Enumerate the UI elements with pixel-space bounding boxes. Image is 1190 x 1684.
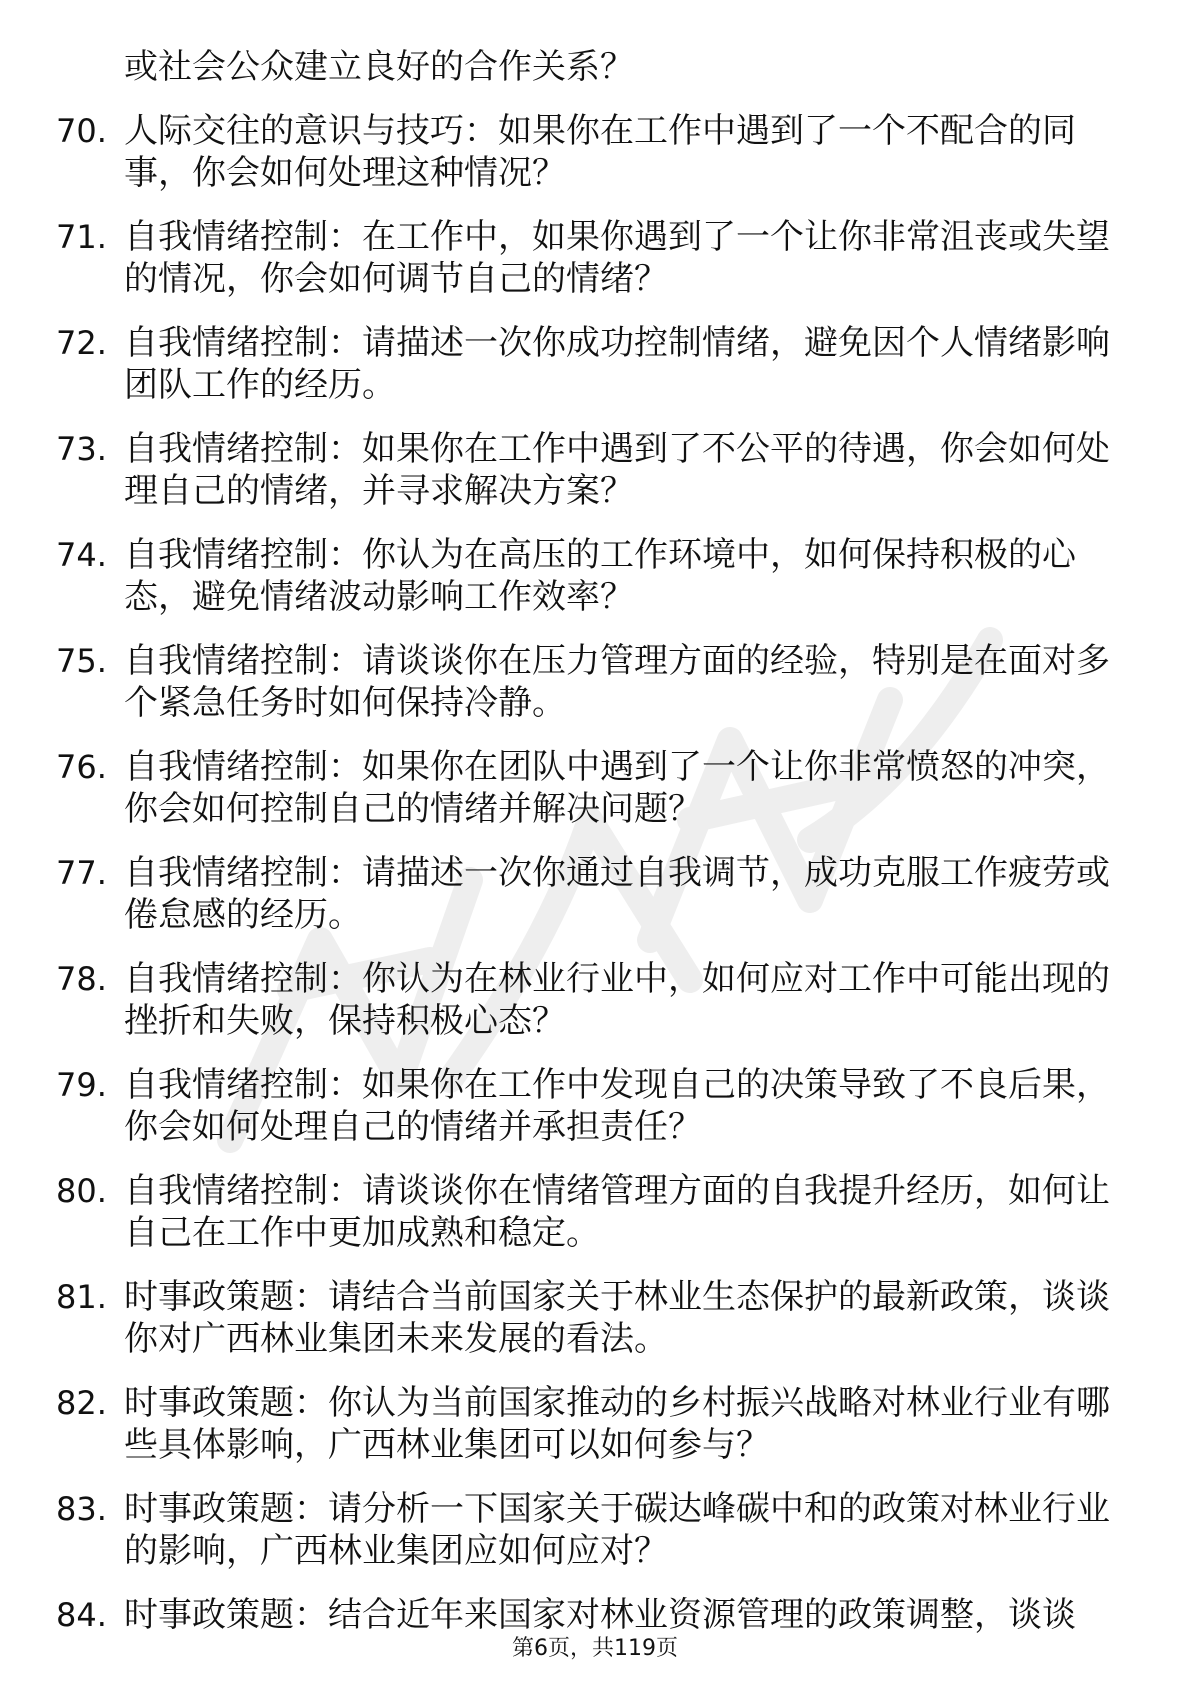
item-text: 自我情绪控制：在工作中，如果你遇到了一个让你非常沮丧或失望的情况，你会如何调节自己的情绪？ xyxy=(124,217,1110,299)
item-number: 71. xyxy=(56,218,107,256)
list-item xyxy=(56,1170,1116,1254)
item-text: 自我情绪控制：请描述一次你成功控制情绪，避免因个人情绪影响团队工作的经历。 xyxy=(124,323,1110,405)
item-text: 自我情绪控制：你认为在高压的工作环境中，如何保持积极的心态，避免情绪波动影响工作效率？ xyxy=(124,535,1076,617)
list-item xyxy=(56,958,1116,1042)
item-text: 自我情绪控制：如果你在工作中发现自己的决策导致了不良后果，你会如何处理自己的情绪并承担责任？ xyxy=(124,1065,1110,1147)
item-number: 79. xyxy=(56,1066,107,1104)
list-item xyxy=(56,746,1116,830)
item-text: 自我情绪控制：请谈谈你在压力管理方面的经验，特别是在面对多个紧急任务时如何保持冷静。 xyxy=(124,641,1110,723)
list-item xyxy=(56,534,1116,618)
item-text: 时事政策题：你认为当前国家推动的乡村振兴战略对林业行业有哪些具体影响，广西林业集团可以如何参与？ xyxy=(124,1383,1110,1465)
list-item xyxy=(56,640,1116,724)
item-number: 76. xyxy=(56,748,107,786)
list-item xyxy=(56,428,1116,512)
item-text: 自我情绪控制：请描述一次你通过自我调节，成功克服工作疲劳或倦怠感的经历。 xyxy=(124,853,1110,935)
list-item xyxy=(56,322,1116,406)
list-item xyxy=(56,852,1116,936)
item-text: 时事政策题：请分析一下国家关于碳达峰碳中和的政策对林业行业的影响，广西林业集团应如何应对？ xyxy=(124,1489,1110,1571)
item-text: 时事政策题：结合近年来国家对林业资源管理的政策调整，谈谈 xyxy=(124,1595,1076,1635)
item-number: 83. xyxy=(56,1490,107,1528)
item-number: 77. xyxy=(56,854,107,892)
item-number: 78. xyxy=(56,960,107,998)
item-number: 80. xyxy=(56,1172,107,1210)
item-number: 81. xyxy=(56,1278,107,1316)
list-item xyxy=(56,1276,1116,1360)
list-item xyxy=(56,1594,1116,1636)
item-number: 70. xyxy=(56,112,107,150)
item-number: 75. xyxy=(56,642,107,680)
item-text: 自我情绪控制：请谈谈你在情绪管理方面的自我提升经历，如何让自己在工作中更加成熟和稳定。 xyxy=(124,1171,1110,1253)
list-item xyxy=(56,110,1116,194)
continued-text: 或社会公众建立良好的合作关系？ xyxy=(124,47,634,87)
list-item xyxy=(56,1488,1116,1572)
item-text: 自我情绪控制：你认为在林业行业中，如何应对工作中可能出现的挫折和失败，保持积极心态？ xyxy=(124,959,1110,1041)
item-number: 73. xyxy=(56,430,107,468)
item-text: 自我情绪控制：如果你在团队中遇到了一个让你非常愤怒的冲突，你会如何控制自己的情绪并解决问题？ xyxy=(124,747,1110,829)
page-footer: 第6页，共119页 xyxy=(512,1636,678,1661)
item-number: 84. xyxy=(56,1596,107,1634)
list-item xyxy=(56,1382,1116,1466)
question-list xyxy=(56,46,1116,1658)
item-text: 时事政策题：请结合当前国家关于林业生态保护的最新政策，谈谈你对广西林业集团未来发展的看法。 xyxy=(124,1277,1110,1359)
list-item xyxy=(56,216,1116,300)
item-text: 自我情绪控制：如果你在工作中遇到了不公平的待遇，你会如何处理自己的情绪，并寻求解决方案？ xyxy=(124,429,1110,511)
item-number: 82. xyxy=(56,1384,107,1422)
item-number: 72. xyxy=(56,324,107,362)
item-text: 人际交往的意识与技巧：如果你在工作中遇到了一个不配合的同事，你会如何处理这种情况？ xyxy=(124,111,1076,193)
list-item xyxy=(56,1064,1116,1148)
item-number: 74. xyxy=(56,536,107,574)
